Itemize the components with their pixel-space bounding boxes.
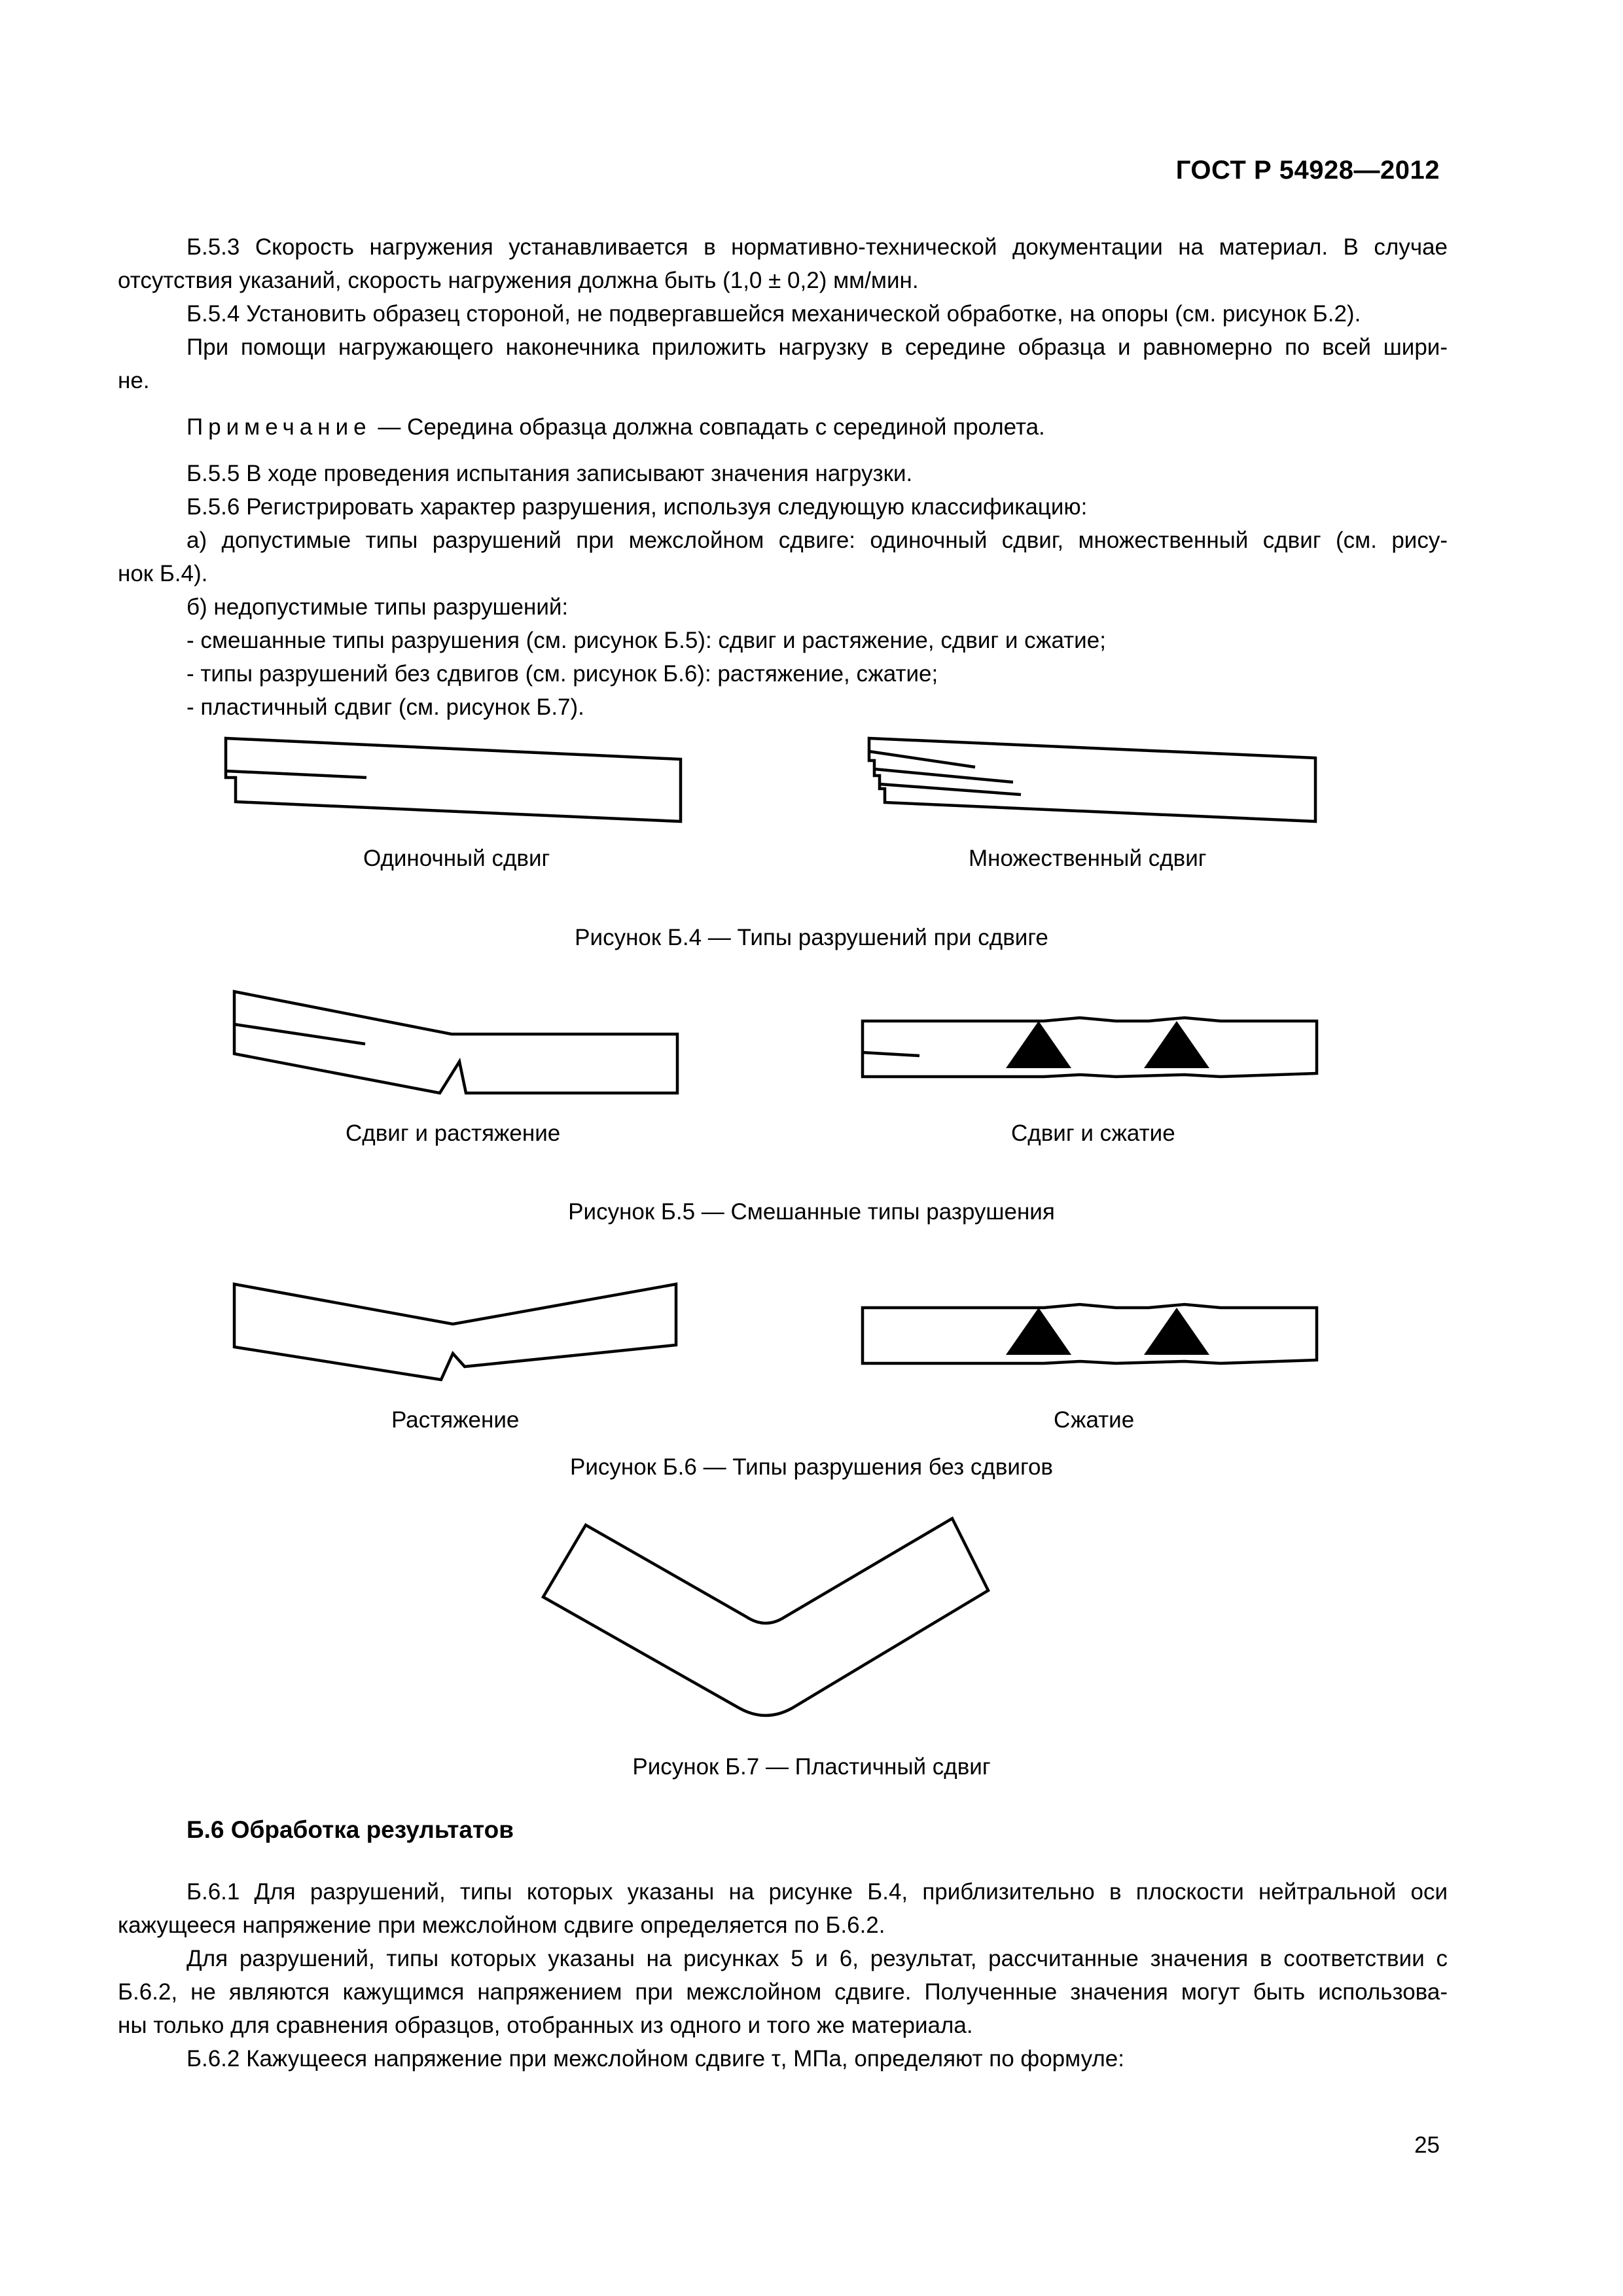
- figure-b6-left-label: Растяжение: [391, 1407, 520, 1433]
- list-item-plastic: - пластичный сдвиг (см. рисунок Б.7).: [187, 694, 584, 720]
- single-shear-drawing: [226, 738, 681, 821]
- list-item-a-line2: нок Б.4).: [118, 561, 208, 586]
- figure-b6-drawing: [0, 1266, 1623, 1397]
- paragraph-b6-1-cont-line3: ны только для сравнения образцов, отобранных из одного и того же материала.: [118, 2013, 973, 2038]
- text-block-b5: [118, 230, 1448, 724]
- figure-b5-right-label: Сдвиг и сжатие: [1011, 1121, 1175, 1146]
- paragraph-b5-4-cont-line1: При помощи нагружающего наконечника приложить нагрузку в середине образца и равномерно по всей шири-: [187, 334, 1448, 360]
- paragraph-b5-3-line2: отсутствия указаний, скорость нагружения должна быть (1,0 ± 0,2) мм/мин.: [118, 268, 919, 293]
- list-item-b: б) недопустимые типы разрушений:: [187, 594, 569, 620]
- note-label: Примечание: [187, 414, 372, 440]
- paragraph-b5-4: Б.5.4 Установить образец стороной, не подвергавшейся механической обработке, на опоры (см. рисунок Б.2).: [187, 301, 1361, 327]
- paragraph-b6-1-cont-line2: Б.6.2, не являются кажущимся напряжением при межслойном сдвиге. Полученные значения могут быть использова-: [118, 1979, 1448, 2005]
- paragraph-b6-1-line1: Б.6.1 Для разрушений, типы которых указаны на рисунке Б.4, приблизительно в плоскости нейтральной оси: [187, 1879, 1448, 1905]
- figure-b6-right-label: Сжатие: [1054, 1407, 1135, 1433]
- compression-drawing: [863, 1304, 1317, 1363]
- paragraph-b6-1-cont-line1: Для разрушений, типы которых указаны на рисунках 5 и 6, результат, рассчитанные значения в соответствии с: [187, 1946, 1448, 1971]
- list-item-no-shear: - типы разрушений без сдвигов (см. рисунок Б.6): растяжение, сжатие;: [187, 661, 938, 687]
- paragraph-b6-1-line2: кажущееся напряжение при межслойном сдвиге определяется по Б.6.2.: [118, 1912, 885, 1938]
- figure-b4-caption: Рисунок Б.4 — Типы разрушений при сдвиге: [575, 925, 1048, 950]
- tension-drawing: [234, 1284, 676, 1380]
- figure-b5-left-label: Сдвиг и растяжение: [346, 1121, 561, 1146]
- paragraph-b5-4-cont-line2: не.: [118, 368, 150, 393]
- list-item-a-line1: а) допустимые типы разрушений при межслойном сдвиге: одиночный сдвиг, множественный сдвиг (см. рису-: [187, 528, 1448, 553]
- figure-b6-caption: Рисунок Б.6 — Типы разрушения без сдвигов: [569, 1454, 1054, 1480]
- figure-b4-right-label: Множественный сдвиг: [969, 846, 1207, 871]
- figure-b7-caption: Рисунок Б.7 — Пластичный сдвиг: [632, 1754, 991, 1780]
- figure-b5-drawing: [0, 978, 1623, 1109]
- paragraph-b5-3-line1: Б.5.3 Скорость нагружения устанавливается в нормативно-технической документации на материал. В случае: [187, 234, 1448, 260]
- figure-b7-drawing: [0, 1505, 1623, 1734]
- paragraph-b5-5: Б.5.5 В ходе проведения испытания записывают значения нагрузки.: [187, 461, 913, 486]
- shear-and-compression-drawing: [863, 1018, 1317, 1077]
- note: [118, 410, 1448, 444]
- page-number: 25: [1414, 2132, 1440, 2158]
- text-block-b6: [118, 1875, 1448, 2075]
- section-b6-title: Б.6 Обработка результатов: [187, 1816, 514, 1843]
- figure-b5-caption: Рисунок Б.5 — Смешанные типы разрушения: [568, 1199, 1055, 1225]
- note-text: — Середина образца должна совпадать с серединой пролета.: [371, 414, 1045, 440]
- plastic-shear-drawing: [543, 1518, 988, 1715]
- multiple-shear-drawing: [869, 738, 1315, 821]
- figure-b4-left-label: Одиночный сдвиг: [363, 846, 550, 871]
- paragraph-b5-6: Б.5.6 Регистрировать характер разрушения, используя следующую классификацию:: [187, 494, 1088, 520]
- paragraph-b6-2: Б.6.2 Кажущееся напряжение при межслойном сдвиге τ, МПа, определяют по формуле:: [187, 2046, 1124, 2072]
- shear-and-tension-drawing: [234, 992, 677, 1093]
- document-header: ГОСТ Р 54928—2012: [1175, 156, 1440, 185]
- list-item-mixed: - смешанные типы разрушения (см. рисунок Б.5): сдвиг и растяжение, сдвиг и сжатие;: [187, 628, 1106, 653]
- figure-b4-drawing: [0, 707, 1623, 838]
